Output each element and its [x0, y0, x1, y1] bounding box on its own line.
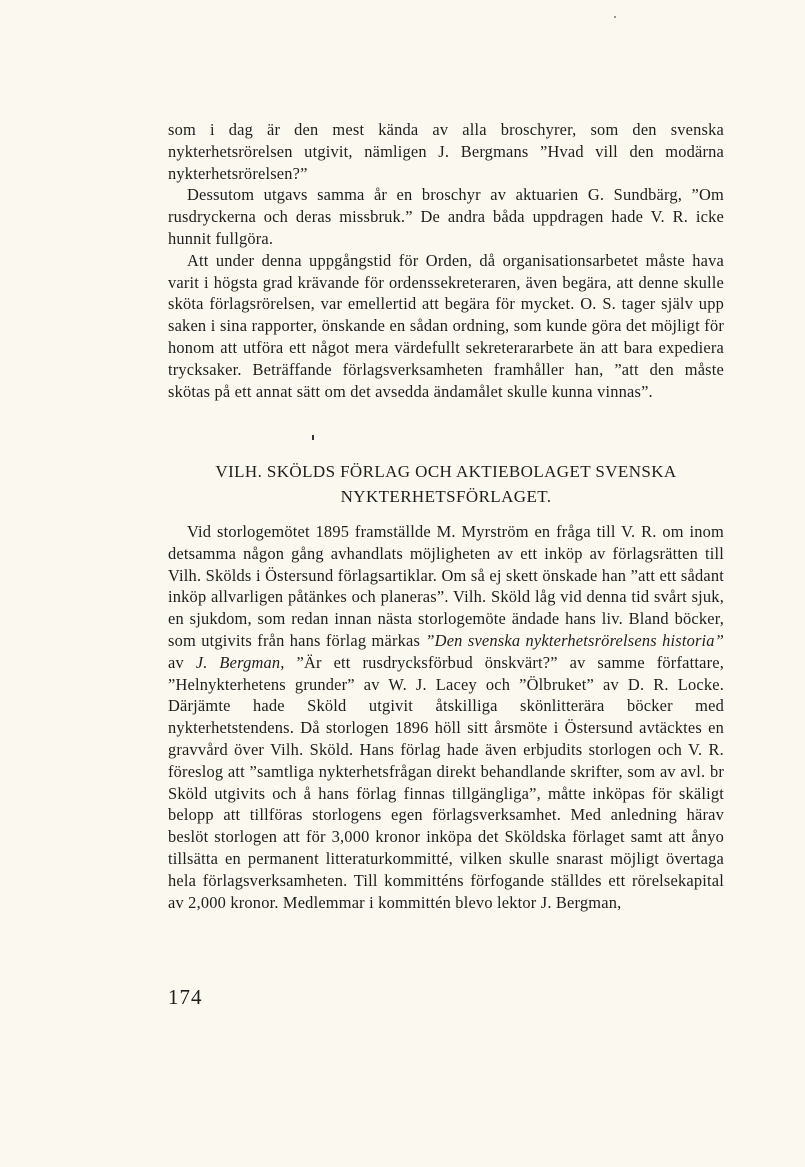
book-title-italic: ”Den svenska nykterhetsrörelsens historia” [425, 630, 725, 650]
paragraph-4-part-2: av [168, 652, 196, 672]
paragraph-4 [168, 521, 724, 913]
section-heading-line-1: VILH. SKÖLDS FÖRLAG OCH AKTIEBOLAGET SVENSKA [215, 462, 677, 481]
paragraph-4-part-3: ”Är ett rusdrycksförbud önskvärt?” av samme författare, ”Helnykterhetens grunder” av W. J. Lacey och ”Ölbruket” av D. R. Locke. Därjämte hade Sköld utgivit åtskilliga skönlitterära böcker med nykterhetstendens. Då storlogen 1896 höll sitt årsmöte i Östersund avtäcktes en gravvård över Vilh. Sköld. Hans förlag hade även erbjudits storlogen och V. R. föreslog att ”samtliga nykterhetsfrågan direkt behandlande skrifter, som av avl. br Sköld utgivits och å hans förlag finnas tillgängliga”, måtte inköpas för skäligt belopp att tillföras storlogens egen förlagsverksamhet. Med anledning härav beslöt storlogen att för 3,000 kronor inköpa det Sköldska förlaget samt att ånyo tillsätta en permanent litteraturkommitté, vilken skulle snarast möjligt övertaga hela förlagsverksamheten. Till kommitténs förfogande ställdes ett rörelsekapital av 2,000 kronor. Medlemmar i kommittén blevo lektor J. Bergman, [168, 652, 724, 912]
section-heading-line-2: NYKTERHETSFÖRLAGET. [340, 487, 552, 506]
paragraph-4-part-1: Vid storlogemötet 1895 framställde M. Myrström en fråga till V. R. om inom detsamma någon gång avhandlats möjligheten av ett inköp av förlagsrätten till Vilh. Skölds i Östersund förlagsartiklar. Om så ej skett önskade han ”att ett sådant inköp allvarligen påtänkes och planeras”. Vilh. Sköld låg vid denna tid svårt sjuk, en sjukdom, som redan innan nästa storlogemöte ändade hans liv. Bland böcker, som utgivits från hans förlag märkas [168, 522, 724, 650]
body-text-top [168, 119, 724, 402]
ink-mark [312, 435, 314, 440]
paragraph-2: Dessutom utgavs samma år en broschyr av aktuarien G. Sundbärg, ”Om rusdryckerna och deras missbruk.” De andra båda uppdragen hade V. R. icke hunnit fullgöra. [168, 185, 724, 248]
paragraph-3: Att under denna uppgångstid för Orden, då organisationsarbetet måste hava varit i högsta grad krävande för ordenssekreteraren, även begära, att denne skulle sköta förlagsrörelsen, var emellertid att begära för mycket. O. S. tager själv upp saken i sina rapporter, önskande en sådan ordning, som kunde göra det möjligt för honom att utföra ett något mera värdefullt sekreterararbete än att bara expediera trycksaker. Beträffande förlagsverksamheten framhåller han, ”att den måste skötas på ett annat sätt om det avsedda ändamålet skulle kunna vinnas”. [168, 250, 724, 401]
section-heading [168, 459, 724, 509]
paragraph-1: som i dag är den mest kända av alla broschyrer, som den svenska nykterhetsrörelsen utgivit, nämligen J. Bergmans ”Hvad vill den modärna nykterhetsrörelsen?” [168, 120, 724, 183]
body-text-bottom [168, 521, 724, 913]
author-italic: J. Bergman, [195, 652, 285, 672]
page-number: 174 [168, 985, 203, 1009]
speck-mark [614, 16, 616, 18]
